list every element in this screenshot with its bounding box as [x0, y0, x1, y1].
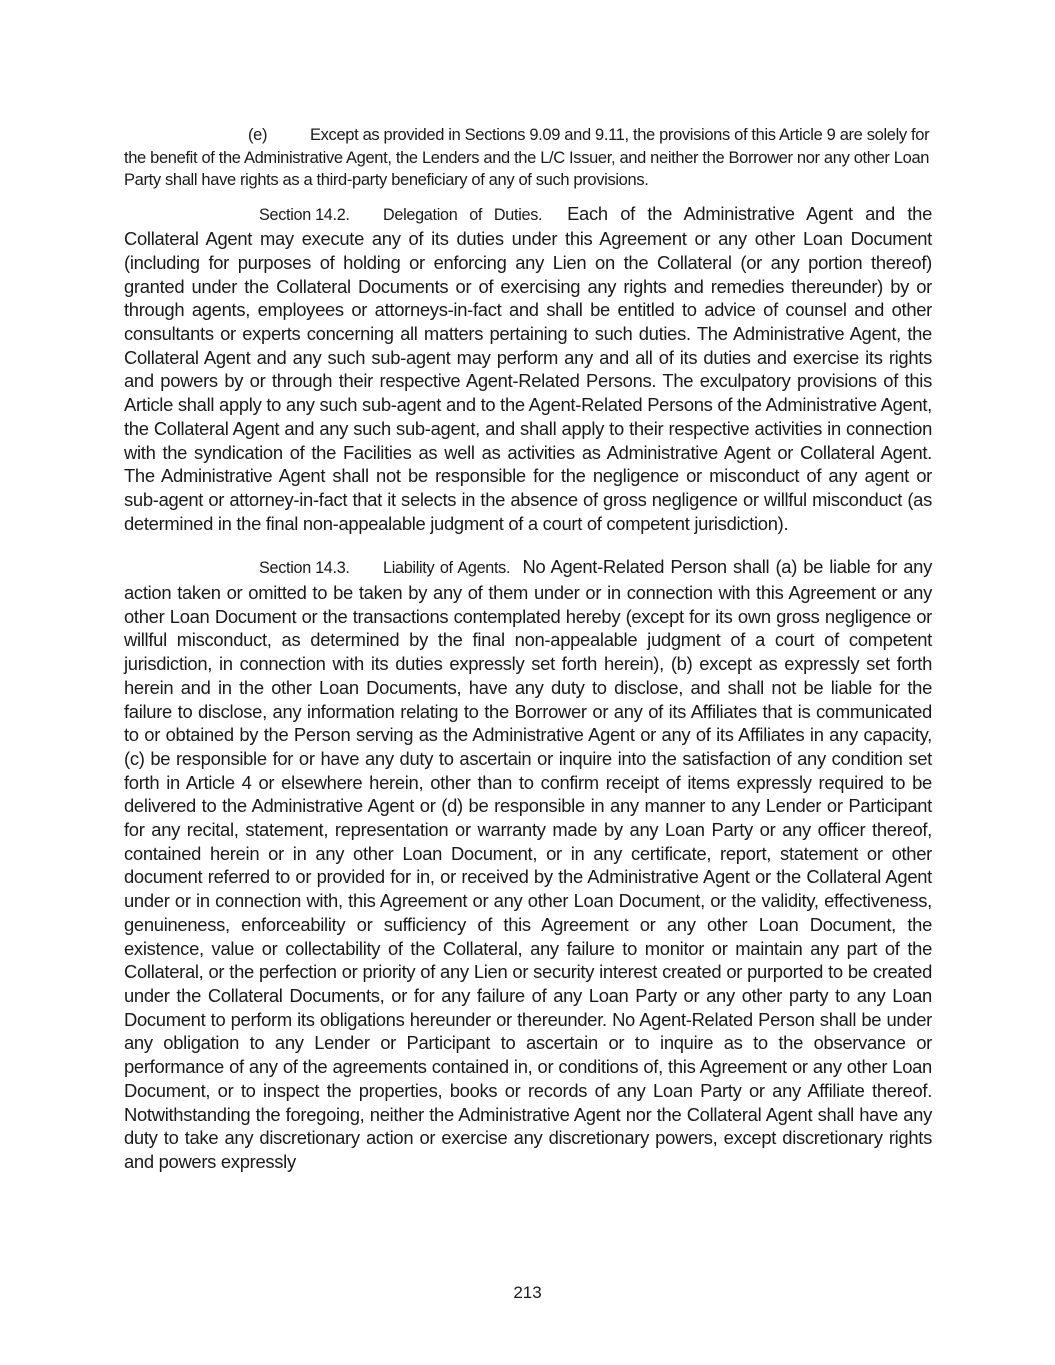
paragraph-label: (e)	[248, 126, 268, 144]
section-14-2	[124, 202, 932, 536]
paragraph-e	[124, 124, 932, 192]
page-number: 213	[513, 1283, 542, 1302]
section-heading: Liability of Agents.	[383, 559, 511, 578]
section-heading: Delegation of Duties.	[383, 205, 543, 224]
section-text: Each of the Administrative Agent and the Collateral Agent may execute any of its duties under this Agreement or any other Loan Document (including for purposes of holding or enforcing any Lien on the Collateral (or any portion thereof) granted under the Collateral Documents or of exercising any rights and remedies thereunder) by or through agents, employees or attorneys-in-fact and shall be entitled to advice of counsel and other consultants or experts concerning all matters pertaining to such duties. The Administrative Agent, the Collateral Agent and any such sub-agent may perform any and all of its duties and exercise its rights and powers by or through their respective Agent-Related Persons. The exculpatory provisions of this Article shall apply to any such sub-agent and to the Agent-Related Persons of the Administrative Agent, the Collateral Agent and any such sub-agent, and shall apply to their respective activities in connection with the syndication of the Facilities as well as activities as Administrative Agent or Collateral Agent. The Administrative Agent shall not be responsible for the negligence or misconduct of any agent or sub-agent or attorney-in-fact that it selects in the absence of gross negligence or willful misconduct (as determined in the final non-appealable judgment of a court of competent jurisdiction).	[124, 202, 932, 534]
section-14-3	[124, 555, 932, 1173]
paragraph-text: Except as provided in Sections 9.09 and 9.11, the provisions of this Article 9 are solely for the benefit of the Administrative Agent, the Lenders and the L/C Issuer, and neither the Borrower nor any other Loan Party shall have rights as a third-party beneficiary of any of such provisions.	[124, 126, 930, 189]
section-number: Section 14.3.	[259, 559, 350, 578]
section-text: No Agent-Related Person shall (a) be liable for any action taken or omitted to be taken by any of them under or in connection with this Agreement or any other Loan Document or the transactions contemplated hereby (except for its own gross negligence or willful misconduct, as determined by the final non-appealable judgment of a court of competent jurisdiction, in connection with its duties expressly set forth herein), (b) except as expressly set forth herein and in the other Loan Documents, have any duty to disclose, and shall not be liable for the failure to disclose, any information relating to the Borrower or any of its Affiliates that is communicated to or obtained by the Person serving as the Administrative Agent or any of its Affiliates in any capacity, (c) be responsible for or have any duty to ascertain or inquire into the satisfaction of any condition set forth in Article 4 or elsewhere herein, other than to confirm receipt of items expressly required to be delivered to the Administrative Agent or (d) be responsible in any manner to any Lender or Participant for any recital, statement, representation or warranty made by any Loan Party or any officer thereof, contained herein or in any other Loan Document, or in any certificate, report, statement or other document referred to or provided for in, or received by the Administrative Agent or the Collateral Agent under or in connection with, this Agreement or any other Loan Document, or the validity, effectiveness, genuineness, enforceability or sufficiency of this Agreement or any other Loan Document, the existence, value or collectability of the Collateral, any failure to monitor or maintain any part of the Collateral, or the perfection or priority of any Lien or security interest created or purported to be created under the Collateral Documents, or for any failure of any Loan Party or any other party to any Loan Document to perform its obligations hereunder or thereunder. No Agent-Related Person shall be under any obligation to any Lender or Participant to ascertain or to inquire as to the observance or performance of any of the agreements contained in, or conditions of, this Agreement or any other Loan Document, or to inspect the properties, books or records of any Loan Party or any Affiliate thereof. Notwithstanding the foregoing, neither the Administrative Agent nor the Collateral Agent shall have any duty to take any discretionary action or exercise any discretionary powers, except discretionary rights and powers expressly	[124, 556, 932, 1172]
section-number: Section 14.2.	[259, 205, 350, 224]
document-page	[124, 124, 932, 1174]
